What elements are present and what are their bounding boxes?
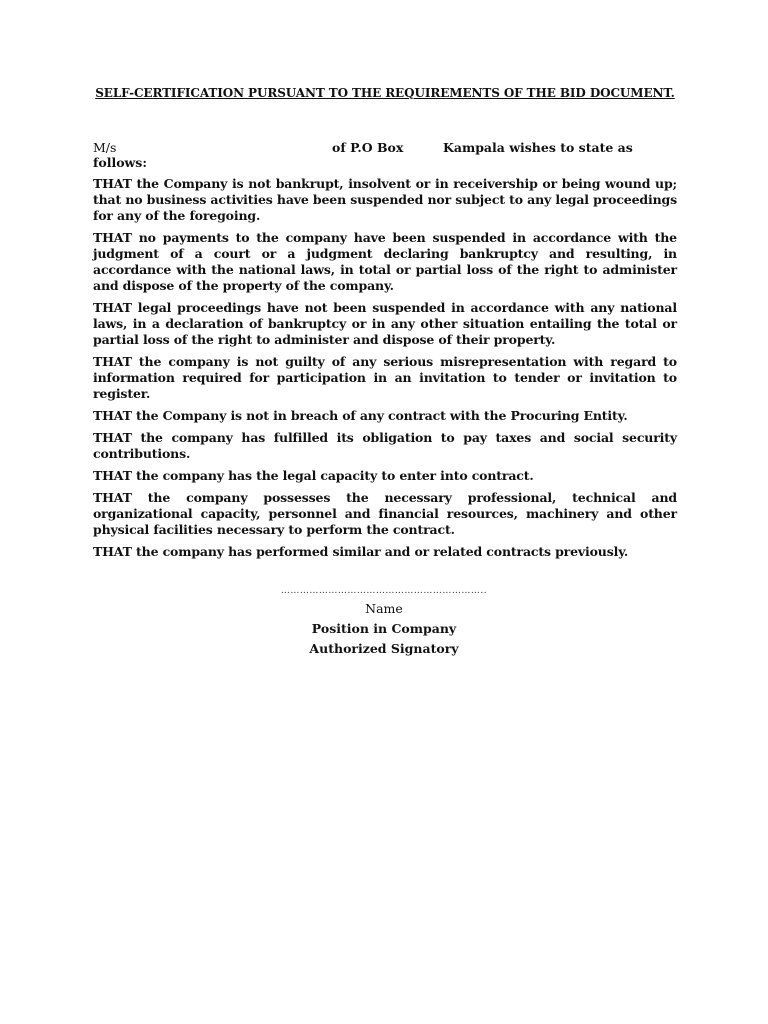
po-box-label: of P.O Box [332,140,404,155]
clause-breach: THAT the Company is not in breach of any contract with the Procuring Entity. [93,408,628,423]
intro-first-line [93,140,677,155]
clause-payments: THAT no payments to the company have been suspended in accordance with the judgment of a court or a judgment declaring bankruptcy and resulting, in accordance with the national laws, in total or partial loss of the right to administer and dispose of the property of the company. [93,230,677,293]
signature-position: Position in Company [311,621,457,636]
ms-label: M/s [93,140,117,155]
kampala-statement: Kampala wishes to state as [443,140,633,155]
signature-line: ……………………………………………………….. [280,586,488,596]
clause-legal-proceedings: THAT legal proceedings have not been suspended in accordance with any national laws, in a declaration of bankruptcy or in any other situation entailing the total or partial loss of the right to administer and dispose of their property. [93,300,677,347]
clause-prior-contracts: THAT the company has performed similar and or related contracts previously. [93,544,629,559]
clause-legal-capacity: THAT the company has the legal capacity to enter into contract. [93,468,534,483]
clause-misrepresentation: THAT the company is not guilty of any serious misrepresentation with regard to information required for participation in an invitation to tender or invitation to register. [93,354,677,401]
document-title: SELF-CERTIFICATION PURSUANT TO THE REQUIREMENTS OF THE BID DOCUMENT. [95,86,675,100]
follows-label: follows: [93,155,147,170]
document-page [93,86,677,566]
signature-authorized: Authorized Signatory [309,641,459,656]
clause-bankruptcy: THAT the Company is not bankrupt, insolvent or in receivership or being wound up; that no business activities have been suspended nor subject to any legal proceedings for any of the foregoing. [93,176,677,223]
intro-paragraph [93,140,677,170]
clause-taxes: THAT the company has fulfilled its obligation to pay taxes and social security contributions. [93,430,677,461]
clause-capacity-resources: THAT the company possesses the necessary professional, technical and organizational capacity, personnel and financial resources, machinery and other physical facilities necessary to perform the contract. [93,490,677,537]
signature-block [0,585,768,659]
signature-name: Name [365,601,403,616]
